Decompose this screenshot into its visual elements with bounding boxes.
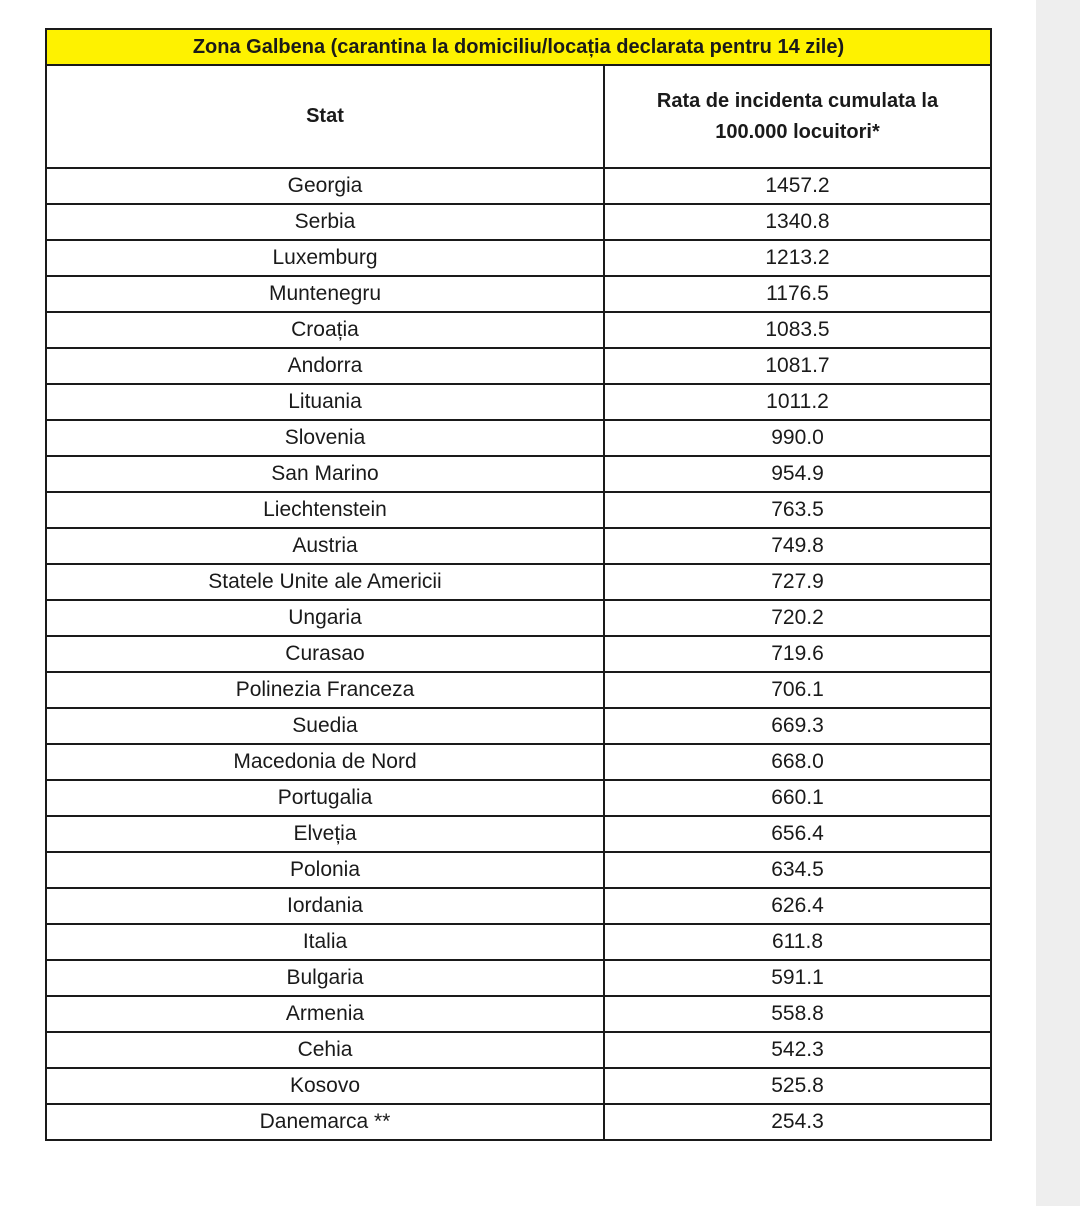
country-cell: Austria <box>46 528 604 564</box>
table-title: Zona Galbena (carantina la domiciliu/locația declarata pentru 14 zile) <box>46 29 991 65</box>
country-cell: Slovenia <box>46 420 604 456</box>
rate-cell: 558.8 <box>604 996 991 1032</box>
rate-cell: 990.0 <box>604 420 991 456</box>
country-cell: Statele Unite ale Americii <box>46 564 604 600</box>
table-row <box>46 240 991 276</box>
table-row <box>46 996 991 1032</box>
country-cell: Andorra <box>46 348 604 384</box>
table-row <box>46 636 991 672</box>
country-cell: Cehia <box>46 1032 604 1068</box>
rate-cell: 727.9 <box>604 564 991 600</box>
table-row <box>46 492 991 528</box>
country-cell: Bulgaria <box>46 960 604 996</box>
rate-cell: 1213.2 <box>604 240 991 276</box>
table-row <box>46 276 991 312</box>
rate-cell: 525.8 <box>604 1068 991 1104</box>
rate-cell: 542.3 <box>604 1032 991 1068</box>
table-row <box>46 888 991 924</box>
rate-cell: 668.0 <box>604 744 991 780</box>
column-header-rate: Rata de incidenta cumulata la 100.000 locuitori* <box>604 65 991 168</box>
country-cell: Polonia <box>46 852 604 888</box>
country-cell: Polinezia Franceza <box>46 672 604 708</box>
table-row <box>46 816 991 852</box>
rate-cell: 954.9 <box>604 456 991 492</box>
table-row <box>46 456 991 492</box>
rate-cell: 1176.5 <box>604 276 991 312</box>
country-cell: Lituania <box>46 384 604 420</box>
table-row <box>46 672 991 708</box>
table-row <box>46 1104 991 1140</box>
rate-cell: 591.1 <box>604 960 991 996</box>
rate-cell: 1011.2 <box>604 384 991 420</box>
table-row <box>46 780 991 816</box>
country-cell: Danemarca ** <box>46 1104 604 1140</box>
country-cell: Ungaria <box>46 600 604 636</box>
table-row <box>46 168 991 204</box>
table-row <box>46 744 991 780</box>
column-header-country: Stat <box>46 65 604 168</box>
rate-cell: 720.2 <box>604 600 991 636</box>
rate-cell: 1081.7 <box>604 348 991 384</box>
country-cell: Armenia <box>46 996 604 1032</box>
table-body <box>46 168 991 1140</box>
country-cell: Liechtenstein <box>46 492 604 528</box>
table-row <box>46 924 991 960</box>
rate-cell: 656.4 <box>604 816 991 852</box>
table-row <box>46 564 991 600</box>
country-cell: San Marino <box>46 456 604 492</box>
rate-cell: 254.3 <box>604 1104 991 1140</box>
country-cell: Serbia <box>46 204 604 240</box>
table-row <box>46 1068 991 1104</box>
yellow-zone-table <box>45 28 992 1141</box>
country-cell: Portugalia <box>46 780 604 816</box>
table-header-row <box>46 65 991 168</box>
country-cell: Italia <box>46 924 604 960</box>
rate-cell: 1340.8 <box>604 204 991 240</box>
table-row <box>46 348 991 384</box>
country-cell: Kosovo <box>46 1068 604 1104</box>
table-row <box>46 852 991 888</box>
rate-cell: 719.6 <box>604 636 991 672</box>
table-row <box>46 420 991 456</box>
country-cell: Elveția <box>46 816 604 852</box>
country-cell: Iordania <box>46 888 604 924</box>
rate-cell: 626.4 <box>604 888 991 924</box>
table-row <box>46 600 991 636</box>
country-cell: Curasao <box>46 636 604 672</box>
rate-cell: 763.5 <box>604 492 991 528</box>
table-title-row <box>46 29 991 65</box>
country-cell: Muntenegru <box>46 276 604 312</box>
table-row <box>46 1032 991 1068</box>
table-row <box>46 708 991 744</box>
side-panel-strip <box>1036 0 1080 1206</box>
rate-cell: 1083.5 <box>604 312 991 348</box>
rate-cell: 706.1 <box>604 672 991 708</box>
country-cell: Croația <box>46 312 604 348</box>
rate-cell: 634.5 <box>604 852 991 888</box>
rate-cell: 611.8 <box>604 924 991 960</box>
country-cell: Suedia <box>46 708 604 744</box>
country-cell: Macedonia de Nord <box>46 744 604 780</box>
rate-cell: 749.8 <box>604 528 991 564</box>
table-row <box>46 204 991 240</box>
rate-cell: 660.1 <box>604 780 991 816</box>
table-row <box>46 960 991 996</box>
table-row <box>46 312 991 348</box>
rate-cell: 669.3 <box>604 708 991 744</box>
table-row <box>46 384 991 420</box>
rate-cell: 1457.2 <box>604 168 991 204</box>
table-row <box>46 528 991 564</box>
country-cell: Luxemburg <box>46 240 604 276</box>
country-cell: Georgia <box>46 168 604 204</box>
